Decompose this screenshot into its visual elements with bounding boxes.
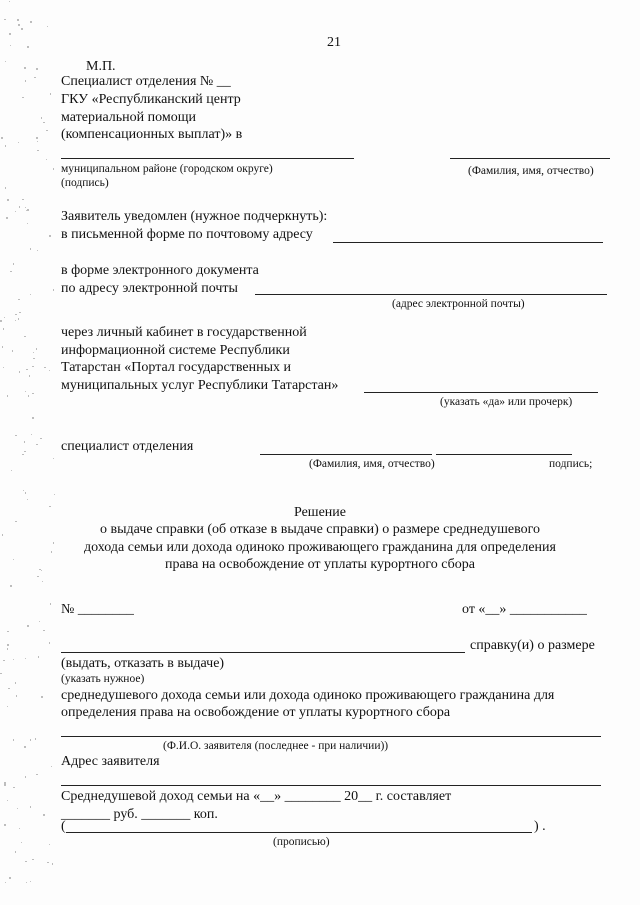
district-caption: муниципальном районе (городском округе) — [61, 163, 273, 175]
scan-speckle — [5, 145, 6, 146]
scan-speckle — [39, 621, 40, 622]
scan-speckle — [22, 199, 23, 200]
scan-speckle — [2, 534, 3, 535]
scan-speckle — [22, 454, 23, 455]
scan-speckle — [24, 441, 25, 442]
scan-speckle — [30, 806, 31, 807]
scan-speckle — [25, 776, 26, 777]
scan-speckle — [15, 320, 16, 321]
scan-speckle — [43, 630, 44, 631]
decision-title: Решение — [293, 505, 346, 520]
scan-speckle — [37, 250, 38, 251]
scan-speckle — [32, 366, 33, 367]
scan-speckle — [10, 45, 11, 46]
scan-speckle — [6, 217, 7, 218]
scan-speckle — [25, 207, 26, 208]
scan-speckle — [27, 223, 28, 224]
notified-electronic-2: по адресу электронной почты — [61, 281, 238, 296]
scan-speckle — [15, 682, 16, 683]
scan-speckle — [27, 209, 28, 210]
scan-speckle — [28, 395, 29, 396]
scan-speckle — [42, 581, 43, 582]
specialist-label: специалист отделения — [61, 439, 194, 454]
scan-speckle — [7, 631, 8, 632]
scan-speckle — [29, 375, 30, 376]
scan-speckle — [18, 142, 19, 143]
scan-speckle — [49, 844, 50, 845]
fio-caption: (Фамилия, имя, отчество) — [468, 165, 594, 177]
scan-speckle — [32, 859, 33, 860]
scan-speckle — [10, 271, 11, 272]
scan-speckle — [15, 435, 16, 436]
scan-speckle — [49, 642, 50, 643]
scan-speckle — [35, 738, 36, 739]
scan-speckle — [15, 851, 16, 852]
scan-speckle — [13, 739, 14, 740]
scan-speckle — [50, 603, 51, 604]
scan-speckle — [53, 168, 54, 169]
email-field[interactable] — [255, 294, 607, 295]
scan-speckle — [18, 299, 19, 300]
specialist-signature-field[interactable] — [436, 454, 572, 455]
scan-speckle — [21, 842, 22, 843]
scan-speckle — [51, 551, 52, 552]
scan-speckle — [4, 824, 5, 825]
scan-speckle — [5, 882, 6, 883]
scan-speckle — [4, 784, 5, 785]
scan-speckle — [19, 371, 20, 372]
scan-speckle — [31, 434, 32, 435]
scan-speckle — [38, 656, 39, 657]
district-signature-line[interactable] — [61, 158, 354, 159]
portal-answer-field[interactable] — [364, 392, 598, 393]
scan-speckle — [36, 137, 37, 138]
scan-speckle — [43, 814, 44, 815]
scan-speckle — [49, 370, 50, 371]
date-label: от «__» ___________ — [462, 602, 587, 617]
scan-speckle — [5, 187, 6, 188]
postal-address-field[interactable] — [333, 242, 603, 243]
scan-speckle — [30, 739, 31, 740]
portal-line-2: информационной системе Республики — [61, 343, 290, 358]
specialist-signature-caption: подпись; — [549, 458, 593, 470]
portal-line-4: муниципальных услуг Республики Татарстан» — [61, 378, 339, 393]
scan-speckle — [23, 490, 24, 491]
scan-speckle — [26, 882, 27, 883]
rub-kop-line: _______ руб. _______ коп. — [61, 807, 218, 822]
scan-speckle — [53, 458, 54, 459]
scan-speckle — [49, 235, 50, 236]
certificate-text: справку(и) о размере — [470, 638, 595, 653]
number-label: № ________ — [61, 602, 134, 617]
scan-speckle — [37, 576, 38, 577]
scan-speckle — [10, 585, 11, 586]
decision-subtitle-2: дохода семьи или дохода одиноко проживающего гражданина для определения — [84, 540, 556, 555]
fio-line[interactable] — [450, 158, 610, 159]
scan-speckle — [16, 695, 17, 696]
specialist-line-4: (компенсационных выплат)» в — [61, 127, 243, 142]
portal-caption: (указать «да» или прочерк) — [440, 396, 573, 408]
scan-speckle — [54, 494, 55, 495]
scan-speckle — [27, 625, 28, 626]
scan-speckle — [52, 863, 53, 864]
scan-speckle — [3, 328, 4, 329]
scan-speckle — [30, 294, 31, 295]
scan-speckle — [13, 787, 14, 788]
scan-speckle — [41, 696, 42, 697]
scan-speckle — [0, 673, 1, 674]
scan-speckle — [51, 766, 52, 767]
scan-speckle — [11, 470, 12, 471]
scan-speckle — [19, 828, 20, 829]
email-caption: (адрес электронной почты) — [392, 298, 525, 310]
scan-speckle — [27, 499, 28, 500]
issue-decision-field[interactable] — [61, 652, 465, 653]
scan-speckle — [37, 150, 38, 151]
scan-speckle — [19, 312, 20, 313]
scan-speckle — [4, 317, 5, 318]
scan-speckle — [7, 706, 8, 707]
scan-speckle — [30, 21, 31, 22]
scan-speckle — [4, 19, 5, 20]
page-number: 21 — [327, 35, 341, 50]
decision-subtitle-3: права на освобождение от уплаты курортного сбора — [164, 557, 476, 572]
scan-speckle — [17, 19, 18, 20]
notified-electronic-1: в форме электронного документа — [61, 263, 259, 278]
scan-speckle — [30, 248, 31, 249]
scan-speckle — [36, 348, 37, 349]
scan-speckle — [36, 774, 37, 775]
specialist-fio-field[interactable] — [260, 454, 432, 455]
specify-caption: (указать нужное) — [61, 673, 145, 685]
applicant-caption: (Ф.И.О. заявителя (последнее - при наличии)) — [163, 740, 389, 752]
scan-speckle — [24, 336, 25, 337]
scan-speckle — [15, 314, 16, 315]
scan-speckle — [24, 746, 25, 747]
scan-speckle — [13, 263, 14, 264]
scan-speckle — [22, 97, 23, 98]
scan-speckle — [36, 444, 37, 445]
scan-speckle — [25, 492, 26, 493]
income-line-2: определения права на освобождение от уплаты курортного сбора — [61, 705, 451, 720]
address-label: Адрес заявителя — [61, 754, 160, 769]
scan-speckle — [7, 199, 8, 200]
decision-subtitle-1: о выдаче справки (об отказе в выдаче справки) о размере среднедушевого — [99, 522, 541, 537]
portal-line-3: Татарстан «Портал государственных и — [61, 360, 291, 375]
scan-speckle — [3, 367, 4, 368]
scan-speckle — [18, 24, 19, 25]
scan-speckle — [43, 122, 44, 123]
applicant-name-field[interactable] — [61, 736, 601, 737]
scan-speckle — [32, 393, 33, 394]
in-words-caption: (прописью) — [273, 836, 330, 848]
scan-speckle — [40, 438, 41, 439]
scan-speckle — [30, 881, 31, 882]
scan-speckle — [25, 80, 26, 81]
scan-speckle — [0, 320, 1, 321]
scan-speckle — [25, 391, 26, 392]
scan-speckle — [46, 130, 47, 131]
signature-caption: (подпись) — [61, 177, 109, 189]
scan-speckle — [21, 28, 22, 29]
scan-speckle — [50, 93, 51, 94]
specialist-fio-caption: (Фамилия, имя, отчество) — [309, 458, 435, 470]
scan-speckle — [3, 660, 4, 661]
scan-speckle — [1, 137, 2, 138]
notified-title: Заявитель уведомлен (нужное подчеркнуть): — [61, 209, 328, 224]
stamp-place: М.П. — [86, 59, 116, 74]
scan-speckle — [9, 33, 10, 34]
scan-speckle — [25, 861, 26, 862]
scan-speckle — [18, 318, 19, 319]
scan-speckle — [17, 808, 18, 809]
close-paren: ) . — [534, 819, 546, 834]
scan-speckle — [41, 117, 42, 118]
scan-speckle — [44, 367, 45, 368]
scan-speckle — [19, 206, 20, 207]
scan-speckle — [24, 451, 25, 452]
scan-speckle — [47, 862, 48, 863]
amount-in-words-field[interactable] — [66, 832, 532, 833]
specialist-line-2: ГКУ «Республиканский центр — [61, 92, 241, 107]
specialist-line-1: Специалист отделения № __ — [61, 74, 231, 89]
scan-speckle — [7, 395, 8, 396]
scan-speckle — [33, 358, 34, 359]
scan-speckle — [26, 369, 27, 370]
issue-caption: (выдать, отказать в выдаче) — [61, 656, 225, 671]
scan-speckle — [2, 346, 3, 347]
notified-by-mail: в письменной форме по почтовому адресу — [61, 227, 313, 242]
open-paren: ( — [61, 819, 66, 834]
scan-speckle — [33, 352, 34, 353]
scan-speckle — [53, 289, 54, 290]
scan-speckle — [46, 159, 47, 160]
specialist-line-3: материальной помощи — [61, 110, 196, 125]
scan-speckle — [9, 1, 10, 2]
income-line-1: среднедушевого дохода семьи или дохода одиноко проживающего гражданина для — [61, 688, 555, 703]
scan-speckle — [27, 46, 28, 47]
scan-speckle — [37, 141, 38, 142]
address-field[interactable] — [61, 785, 601, 786]
scan-speckle — [32, 417, 33, 418]
scan-speckle — [36, 68, 37, 69]
scan-speckle — [13, 659, 14, 660]
scan-speckle — [25, 658, 26, 659]
scan-speckle — [7, 644, 8, 645]
portal-line-1: через личный кабинет в государственной — [61, 325, 307, 340]
scan-speckle — [8, 688, 9, 689]
scan-speckle — [34, 77, 35, 78]
scan-speckle — [9, 877, 10, 878]
scan-speckle — [12, 350, 13, 351]
scan-speckle — [7, 648, 8, 649]
scan-speckle — [24, 67, 25, 68]
scan-speckle — [7, 800, 8, 801]
scan-speckle — [47, 26, 48, 27]
scan-speckle — [15, 211, 16, 212]
avg-income-line: Среднедушевой доход семьи на «__» ________ 20__ г. составляет — [61, 789, 452, 804]
scan-speckle — [5, 61, 6, 62]
